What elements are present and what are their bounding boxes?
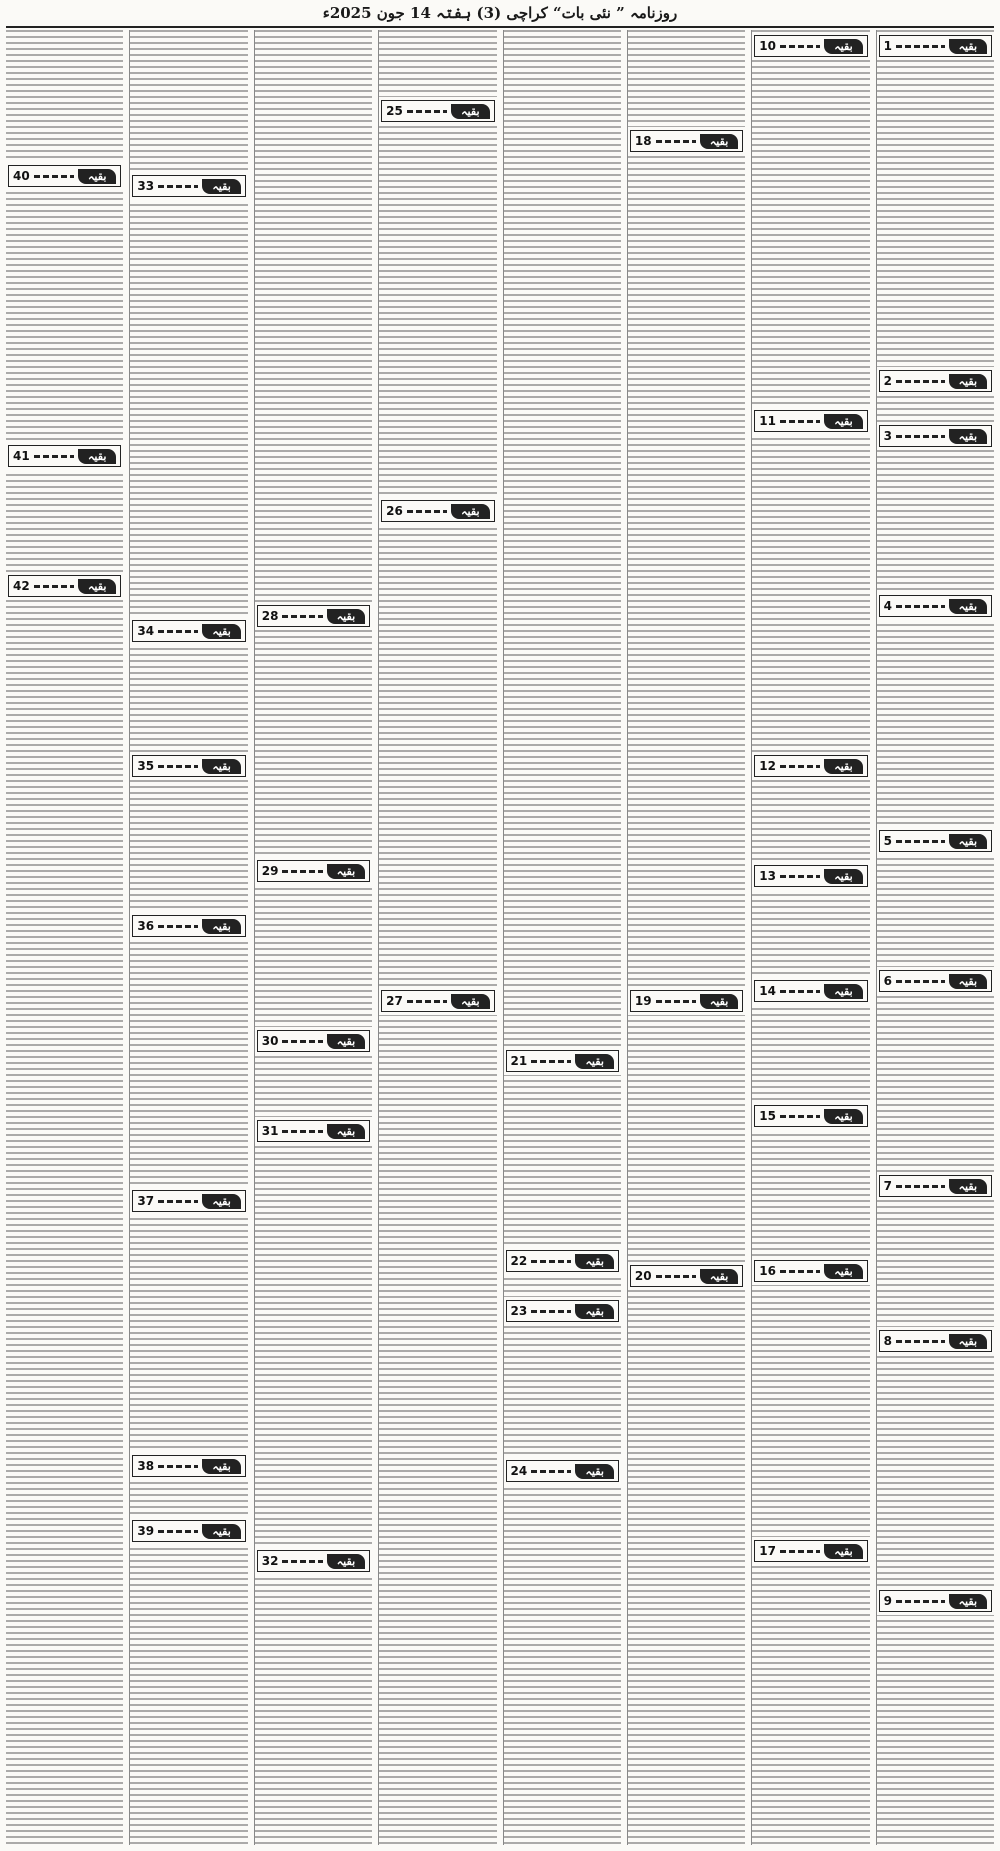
continuation-number: 33 [137,179,155,193]
continuation-box [879,1330,992,1352]
continuation-label: بقیہ [700,994,738,1009]
continuation-box [754,865,867,887]
continuation-box [630,990,743,1012]
continuation-label: بقیہ [949,834,987,849]
continuation-label: بقیہ [327,1124,365,1139]
continuation-number: 13 [759,869,776,883]
continuation-label: بقیہ [202,1194,240,1209]
continuation-box [506,1300,619,1322]
continuation-box [879,970,992,992]
decorative-rule [780,1550,820,1553]
masthead: روزنامہ ” نئی بات“ کراچی (3) ہفتہ 14 جون 2025ء [6,0,994,28]
continuation-label: بقیہ [824,1264,862,1279]
column-8 [6,30,123,1845]
continuation-label: بقیہ [824,1544,862,1559]
decorative-rule [282,870,322,873]
continuation-label: بقیہ [824,869,862,884]
continuation-label: بقیہ [327,864,365,879]
continuation-box [257,1030,370,1052]
decorative-rule [896,1600,945,1603]
continuation-number: 36 [137,919,155,933]
decorative-rule [158,185,198,188]
continuation-box [754,1540,867,1562]
decorative-rule [780,1115,820,1118]
continuation-label: بقیہ [327,609,365,624]
continuation-box [879,595,992,617]
continuation-number: 6 [883,974,892,988]
decorative-rule [34,175,74,178]
continuation-label: بقیہ [575,1254,613,1269]
decorative-rule [158,925,198,928]
continuation-number: 20 [634,1269,652,1283]
column-7 [129,30,247,1845]
continuation-label: بقیہ [949,374,987,389]
continuation-label: بقیہ [824,984,862,999]
decorative-rule [656,1275,696,1278]
continuation-box [879,1590,992,1612]
continuation-number: 12 [759,759,776,773]
continuation-box [132,1190,245,1212]
continuation-number: 15 [759,1109,776,1123]
continuation-box [506,1050,619,1072]
decorative-rule [282,1130,322,1133]
continuation-box [754,35,867,57]
continuation-box [879,35,992,57]
continuation-number: 14 [759,984,776,998]
decorative-rule [896,435,945,438]
continuation-number: 29 [261,864,279,878]
continuation-number: 40 [13,169,30,183]
continuation-label: بقیہ [202,919,240,934]
decorative-rule [780,990,820,993]
continuation-label: بقیہ [824,1109,862,1124]
continuation-box [506,1460,619,1482]
continuation-number: 38 [137,1459,155,1473]
continuation-label: بقیہ [949,1334,987,1349]
continuation-label: بقیہ [949,1179,987,1194]
continuation-box [132,915,245,937]
decorative-rule [407,110,447,113]
continuation-number: 2 [883,374,892,388]
continuation-box [381,990,494,1012]
column-2 [751,30,869,1845]
decorative-rule [656,1000,696,1003]
continuation-box [879,370,992,392]
continuation-label: بقیہ [327,1554,365,1569]
continuation-number: 9 [883,1594,892,1608]
continuation-number: 42 [13,579,30,593]
continuation-number: 18 [634,134,652,148]
continuation-label: بقیہ [824,759,862,774]
decorative-rule [531,1260,571,1263]
continuation-label: بقیہ [202,179,240,194]
continuation-number: 1 [883,39,892,53]
continuation-number: 7 [883,1179,892,1193]
decorative-rule [896,45,945,48]
continuation-label: بقیہ [949,599,987,614]
continuation-label: بقیہ [78,579,116,594]
continuation-label: بقیہ [202,1459,240,1474]
decorative-rule [780,45,820,48]
continuation-label: بقیہ [451,104,489,119]
decorative-rule [656,140,696,143]
continuation-label: بقیہ [78,169,116,184]
decorative-rule [158,630,198,633]
continuation-box [879,425,992,447]
decorative-rule [780,875,820,878]
continuation-box [8,165,121,187]
decorative-rule [896,980,945,983]
columns-container [6,30,994,1845]
decorative-rule [896,605,945,608]
continuation-label: بقیہ [949,974,987,989]
continuation-number: 5 [883,834,892,848]
continuation-box [506,1250,619,1272]
continuation-box [381,500,494,522]
continuation-number: 32 [261,1554,279,1568]
continuation-box [132,620,245,642]
continuation-label: بقیہ [700,1269,738,1284]
continuation-number: 21 [510,1054,528,1068]
continuation-label: بقیہ [949,1594,987,1609]
continuation-box [630,1265,743,1287]
decorative-rule [34,455,74,458]
continuation-box [8,575,121,597]
continuation-number: 23 [510,1304,528,1318]
decorative-rule [780,765,820,768]
continuation-box [879,830,992,852]
continuation-label: بقیہ [700,134,738,149]
decorative-rule [780,420,820,423]
continuation-label: بقیہ [949,39,987,54]
column-1 [876,30,994,1845]
continuation-label: بقیہ [824,39,862,54]
continuation-label: بقیہ [327,1034,365,1049]
continuation-label: بقیہ [202,759,240,774]
continuation-box [132,1455,245,1477]
continuation-label: بقیہ [949,429,987,444]
decorative-rule [531,1060,571,1063]
continuation-number: 16 [759,1264,776,1278]
continuation-number: 4 [883,599,892,613]
decorative-rule [158,1465,198,1468]
column-6 [254,30,372,1845]
decorative-rule [896,840,945,843]
continuation-number: 24 [510,1464,528,1478]
continuation-number: 28 [261,609,279,623]
continuation-label: بقیہ [78,449,116,464]
decorative-rule [282,1560,322,1563]
continuation-box [132,1520,245,1542]
decorative-rule [780,1270,820,1273]
continuation-box [257,1120,370,1142]
continuation-number: 8 [883,1334,892,1348]
continuation-box [754,410,867,432]
column-5 [378,30,496,1845]
continuation-label: بقیہ [824,414,862,429]
decorative-rule [896,1340,945,1343]
continuation-number: 10 [759,39,776,53]
continuation-box [257,860,370,882]
continuation-label: بقیہ [575,1464,613,1479]
continuation-label: بقیہ [575,1054,613,1069]
decorative-rule [282,1040,322,1043]
decorative-rule [282,615,322,618]
decorative-rule [531,1310,571,1313]
continuation-box [381,100,494,122]
continuation-box [879,1175,992,1197]
continuation-number: 39 [137,1524,155,1538]
continuation-box [132,175,245,197]
continuation-number: 35 [137,759,155,773]
continuation-box [754,980,867,1002]
continuation-number: 3 [883,429,892,443]
decorative-rule [407,1000,447,1003]
continuation-box [754,1105,867,1127]
continuation-label: بقیہ [202,1524,240,1539]
continuation-box [257,605,370,627]
continuation-box [132,755,245,777]
continuation-label: بقیہ [575,1304,613,1319]
continuation-number: 31 [261,1124,279,1138]
continuation-number: 17 [759,1544,776,1558]
continuation-label: بقیہ [451,994,489,1009]
continuation-box [754,1260,867,1282]
continuation-label: بقیہ [451,504,489,519]
continuation-number: 41 [13,449,30,463]
continuation-box [754,755,867,777]
decorative-rule [158,1530,198,1533]
decorative-rule [896,1185,945,1188]
continuation-label: بقیہ [202,624,240,639]
continuation-number: 30 [261,1034,279,1048]
continuation-number: 11 [759,414,776,428]
continuation-number: 27 [386,994,403,1008]
column-3 [627,30,745,1845]
continuation-box [257,1550,370,1572]
continuation-box [8,445,121,467]
column-4 [503,30,621,1845]
decorative-rule [531,1470,571,1473]
continuation-number: 37 [137,1194,155,1208]
decorative-rule [158,1200,198,1203]
continuation-box [630,130,743,152]
continuation-number: 34 [137,624,155,638]
decorative-rule [34,585,74,588]
decorative-rule [158,765,198,768]
continuation-number: 26 [386,504,403,518]
continuation-number: 25 [386,104,403,118]
decorative-rule [896,380,945,383]
decorative-rule [407,510,447,513]
continuation-number: 19 [634,994,652,1008]
continuation-number: 22 [510,1254,528,1268]
